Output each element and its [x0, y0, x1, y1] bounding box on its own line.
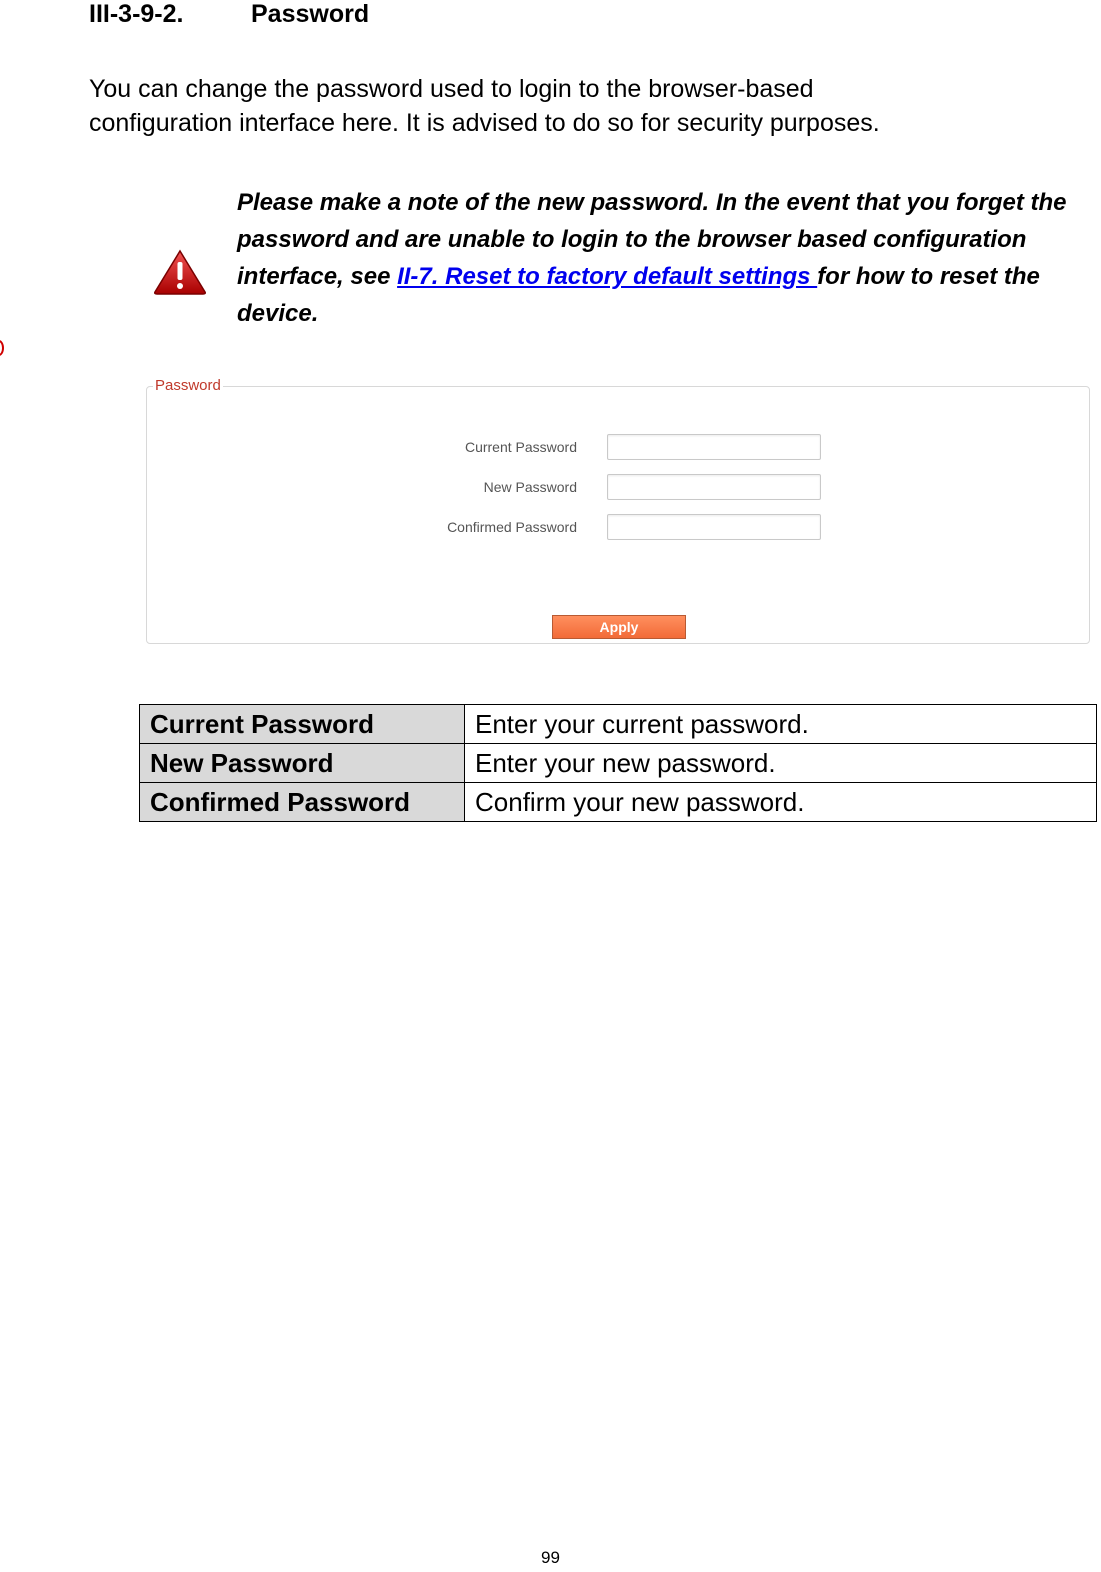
- section-title: Password: [251, 0, 370, 28]
- table-term: New Password: [140, 744, 465, 783]
- current-password-label: Current Password: [464, 439, 577, 455]
- password-panel: [146, 377, 1090, 644]
- confirmed-password-row: [147, 514, 1089, 542]
- table-description: Confirm your new password.: [465, 783, 1097, 822]
- page-number: 99: [541, 1548, 560, 1567]
- confirmed-password-input[interactable]: [607, 514, 821, 540]
- new-password-label: New Password: [483, 479, 577, 495]
- section-number: III-3-9-2.: [89, 0, 184, 28]
- table-description: Enter your current password.: [465, 705, 1097, 744]
- current-password-input[interactable]: [607, 434, 821, 460]
- section-heading: [89, 0, 369, 28]
- current-password-row: [147, 434, 1089, 462]
- warning-text-after: for how to reset the device.: [237, 263, 1040, 327]
- red-margin-mark: [0, 340, 4, 356]
- table-row: [140, 744, 1097, 783]
- intro-line-2: configuration interface here. It is advised to do so for security purposes.: [89, 109, 880, 137]
- warning-note: [237, 184, 1067, 332]
- panel-legend: Password: [155, 377, 221, 394]
- warning-triangle-icon: [152, 248, 208, 296]
- new-password-input[interactable]: [607, 474, 821, 500]
- reset-factory-default-link[interactable]: II-7. Reset to factory default settings: [397, 263, 818, 290]
- apply-button[interactable]: Apply: [552, 615, 686, 639]
- intro-paragraph: [89, 72, 1079, 140]
- field-description-table: [139, 704, 1097, 822]
- new-password-row: [147, 474, 1089, 502]
- table-term: Confirmed Password: [140, 783, 465, 822]
- table-row: [140, 705, 1097, 744]
- warning-text-before: Please make a note of the new password. In the event that you forget the password and are unable to login to the browser based configuration interface, see: [237, 189, 1067, 290]
- confirmed-password-label: Confirmed Password: [447, 519, 577, 535]
- table-term: Current Password: [140, 705, 465, 744]
- intro-line-1: You can change the password used to login to the browser-based: [89, 75, 814, 103]
- table-row: [140, 783, 1097, 822]
- table-description: Enter your new password.: [465, 744, 1097, 783]
